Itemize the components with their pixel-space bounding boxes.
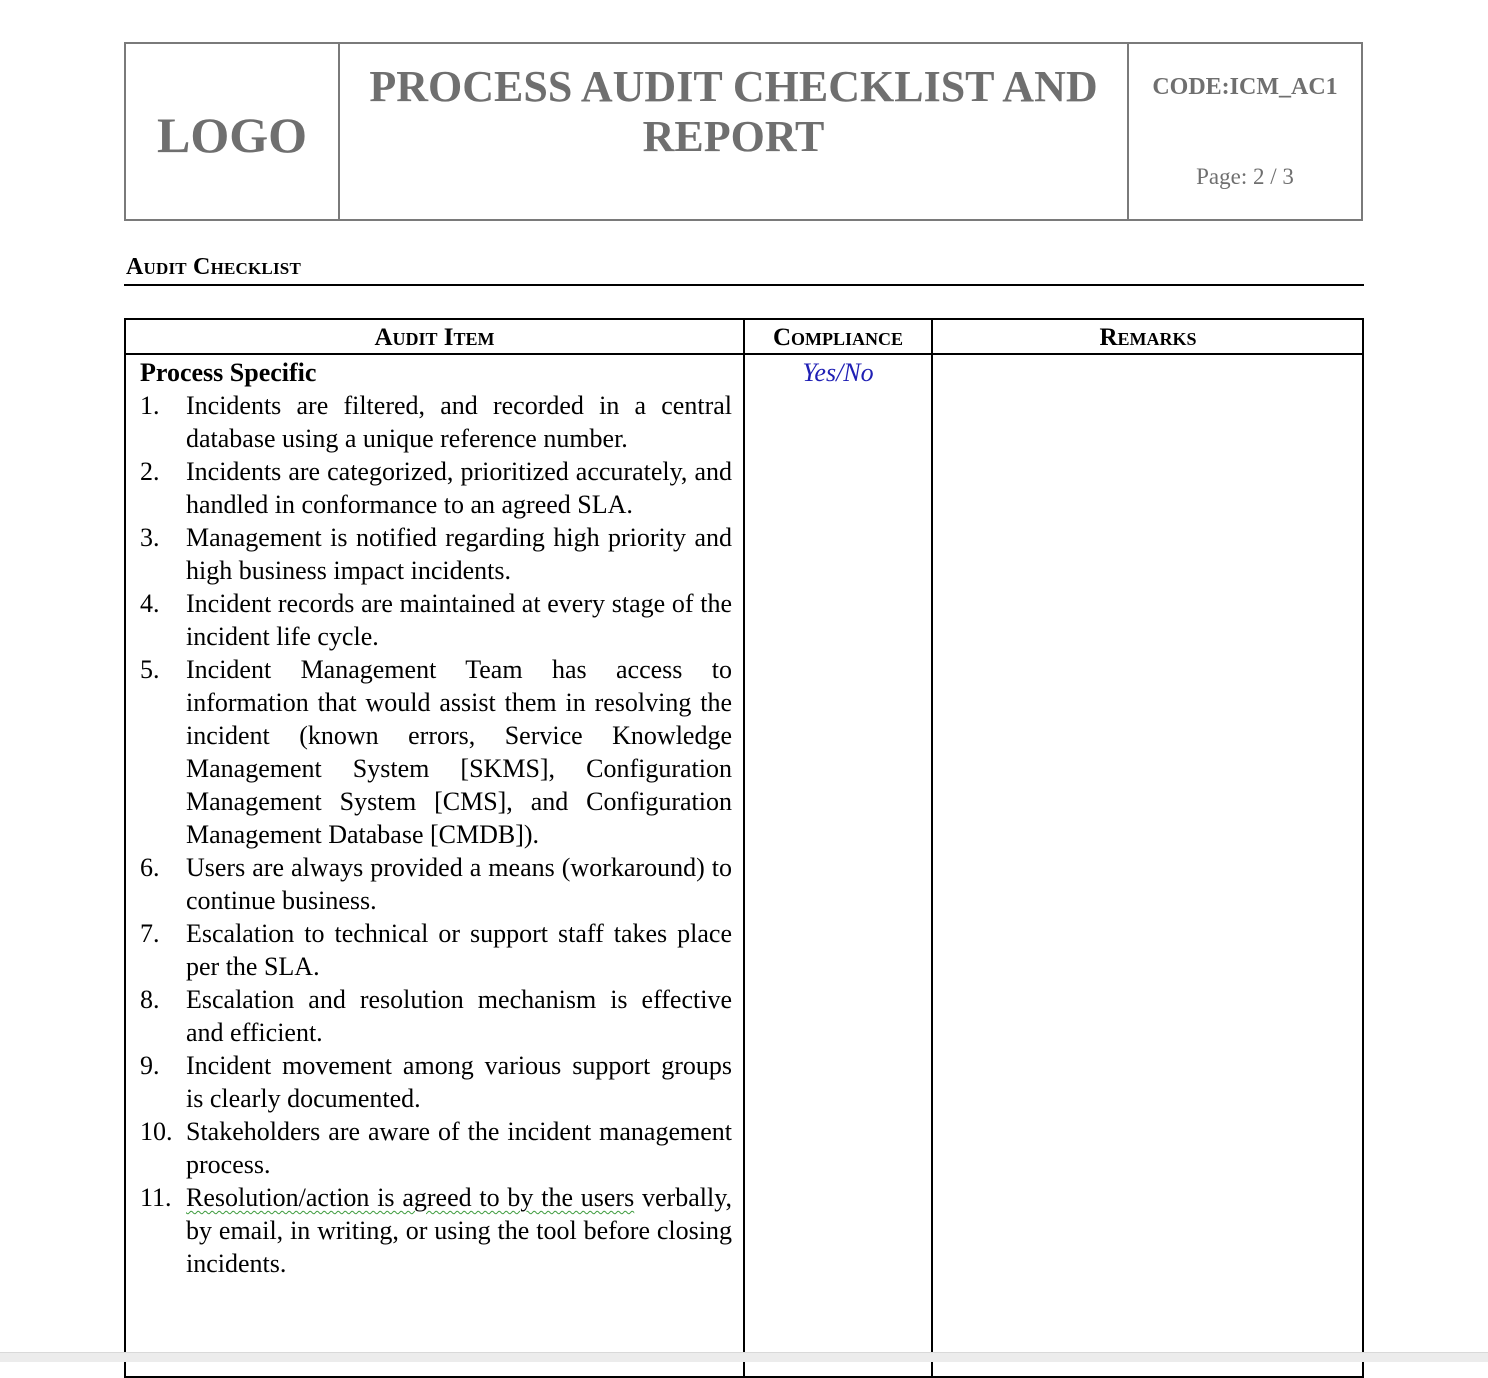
item-number: 11.	[140, 1183, 172, 1212]
item-number: 10.	[140, 1117, 173, 1146]
item-text: Incidents are categorized, prioritized accurately, and handled in conformance to an agreed SLA.	[186, 457, 732, 519]
item-number: 8.	[140, 985, 160, 1014]
item-number: 1.	[140, 391, 160, 420]
item-text-flagged: Resolution/action is agreed to by the users	[186, 1183, 635, 1212]
list-item	[140, 851, 732, 917]
document-meta	[1129, 44, 1361, 219]
audit-item-cell	[140, 356, 732, 1280]
header-audit-item: Audit Item	[374, 324, 495, 351]
item-text: Escalation to technical or support staff takes place per the SLA.	[186, 919, 732, 981]
item-text: Incident records are maintained at every stage of the incident life cycle.	[186, 589, 732, 651]
column-divider	[931, 320, 933, 1376]
header-remarks: Remarks	[1099, 324, 1197, 351]
list-item	[140, 521, 732, 587]
item-text: Escalation and resolution mechanism is effective and efficient.	[186, 985, 732, 1047]
list-item	[140, 917, 732, 983]
column-divider	[743, 320, 745, 1376]
item-text: Incident Management Team has access to information that would assist them in resolving the incident (known errors, Service Knowledge Management System [SKMS], Configuration Management System [CMS], and Configuration Management Database [CMDB]).	[186, 655, 732, 849]
title-line-1: PROCESS AUDIT CHECKLIST AND	[369, 62, 1098, 111]
audit-checklist-table	[124, 318, 1364, 1378]
item-number: 7.	[140, 919, 160, 948]
audit-item-list	[140, 389, 732, 1280]
page-number: Page: 2 / 3	[1196, 164, 1294, 189]
list-item	[140, 1049, 732, 1115]
item-text: Management is notified regarding high priority and high business impact incidents.	[186, 523, 732, 585]
section-title: Audit Checklist	[126, 254, 301, 280]
item-number: 5.	[140, 655, 160, 684]
header-compliance: Compliance	[772, 324, 904, 351]
list-item	[140, 1115, 732, 1181]
item-number: 9.	[140, 1051, 160, 1080]
list-item	[140, 983, 732, 1049]
item-text: Incident movement among various support groups is clearly documented.	[186, 1051, 732, 1113]
title-line-2: REPORT	[642, 112, 825, 161]
page-bottom-edge	[0, 1352, 1488, 1362]
item-number: 2.	[140, 457, 160, 486]
section-divider	[124, 284, 1364, 286]
item-number: 4.	[140, 589, 160, 618]
list-item	[140, 1181, 732, 1280]
item-text: Stakeholders are aware of the incident management process.	[186, 1117, 732, 1179]
logo-placeholder: LOGO	[126, 44, 340, 219]
list-item	[140, 389, 732, 455]
document-code: CODE:ICM_AC1	[1152, 74, 1338, 100]
list-item	[140, 587, 732, 653]
item-text: Users are always provided a means (workaround) to continue business.	[186, 853, 732, 915]
item-text: Incidents are filtered, and recorded in a central database using a unique reference number.	[186, 391, 732, 453]
list-item	[140, 455, 732, 521]
compliance-cell: Yes/No	[802, 358, 874, 387]
table-header-row	[126, 320, 1362, 355]
item-text: verbally, by email, in writing, or using the tool before closing incidents.	[186, 1183, 733, 1278]
item-number: 6.	[140, 853, 160, 882]
document-header	[124, 42, 1363, 221]
document-title	[340, 44, 1129, 219]
item-number: 3.	[140, 523, 160, 552]
list-item	[140, 653, 732, 851]
group-title: Process Specific	[140, 358, 317, 387]
